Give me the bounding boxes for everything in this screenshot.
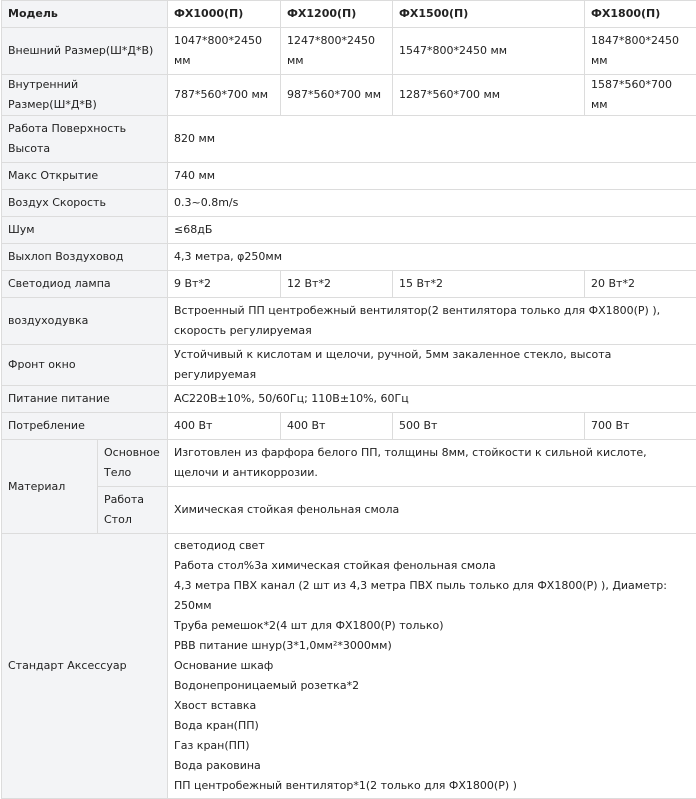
air-speed-value: 0.3~0.8m/s — [168, 190, 696, 217]
work-height-row — [2, 116, 696, 163]
accessory-item: PBB питание шнур(3*1,0мм²*3000мм) — [174, 636, 690, 656]
max-opening-value: 740 мм — [168, 163, 696, 190]
inner-size-value: 1287*560*700 мм — [393, 75, 585, 116]
material-table-label: Работа Стол — [98, 487, 168, 534]
outer-size-row — [2, 28, 696, 75]
consumption-value: 700 Вт — [585, 413, 696, 440]
material-table-row — [2, 487, 696, 534]
consumption-label: Потребление — [2, 413, 168, 440]
consumption-row — [2, 413, 696, 440]
material-label: Материал — [2, 440, 98, 534]
accessories-label: Стандарт Аксессуар — [2, 534, 168, 799]
power-supply-row — [2, 386, 696, 413]
accessories-list — [168, 534, 696, 799]
max-opening-label: Макс Открытие — [2, 163, 168, 190]
model-name: ФХ1000(П) — [168, 1, 281, 28]
led-lamp-label: Светодиод лампа — [2, 271, 168, 298]
accessory-item: Газ кран(ПП) — [174, 736, 690, 756]
air-speed-row — [2, 190, 696, 217]
material-body-value: Изготовлен из фарфора белого ПП, толщины 8мм, стойкости к сильной кислоте, щелочи и антикоррозии. — [168, 440, 696, 487]
exhaust-value: 4,3 метра, φ250мм — [168, 244, 696, 271]
noise-value: ≤68дБ — [168, 217, 696, 244]
accessory-item: Водонепроницаемый розетка*2 — [174, 676, 690, 696]
front-window-row — [2, 345, 696, 386]
model-header-label: Модель — [2, 1, 168, 28]
front-window-value: Устойчивый к кислотам и щелочи, ручной, 5мм закаленное стекло, высота регулируемая — [168, 345, 696, 386]
material-body-label: Основное Тело — [98, 440, 168, 487]
accessory-item: Труба ремешок*2(4 шт для ФХ1800(Р) только) — [174, 616, 690, 636]
exhaust-label: Выхлоп Воздуховод — [2, 244, 168, 271]
inner-size-label: Внутренний Размер(Ш*Д*В) — [2, 75, 168, 116]
accessory-item: Работа стол%3а химическая стойкая фенольная смола — [174, 556, 690, 576]
material-body-row — [2, 440, 696, 487]
air-speed-label: Воздух Скорость — [2, 190, 168, 217]
inner-size-value: 787*560*700 мм — [168, 75, 281, 116]
noise-row — [2, 217, 696, 244]
inner-size-value: 987*560*700 мм — [281, 75, 393, 116]
led-lamp-value: 9 Вт*2 — [168, 271, 281, 298]
accessory-item: Вода раковина — [174, 756, 690, 776]
accessory-item: Хвост вставка — [174, 696, 690, 716]
header-row — [2, 1, 696, 28]
accessory-item: светодиод свет — [174, 536, 690, 556]
led-lamp-row — [2, 271, 696, 298]
power-supply-label: Питание питание — [2, 386, 168, 413]
accessory-item: Основание шкаф — [174, 656, 690, 676]
front-window-label: Фронт окно — [2, 345, 168, 386]
work-height-label: Работа Поверхность Высота — [2, 116, 168, 163]
outer-size-value: 1247*800*2450 мм — [281, 28, 393, 75]
outer-size-label: Внешний Размер(Ш*Д*В) — [2, 28, 168, 75]
spec-table — [1, 0, 696, 799]
consumption-value: 400 Вт — [281, 413, 393, 440]
outer-size-value: 1547*800*2450 мм — [393, 28, 585, 75]
noise-label: Шум — [2, 217, 168, 244]
exhaust-row — [2, 244, 696, 271]
blower-row — [2, 298, 696, 345]
inner-size-row — [2, 75, 696, 116]
max-opening-row — [2, 163, 696, 190]
blower-label: воздуходувка — [2, 298, 168, 345]
model-name: ФХ1800(П) — [585, 1, 696, 28]
accessory-item: Вода кран(ПП) — [174, 716, 690, 736]
outer-size-value: 1847*800*2450 мм — [585, 28, 696, 75]
inner-size-value: 1587*560*700 мм — [585, 75, 696, 116]
material-table-value: Химическая стойкая фенольная смола — [168, 487, 696, 534]
power-supply-value: AC220В±10%, 50/60Гц; 110В±10%, 60Гц — [168, 386, 696, 413]
led-lamp-value: 15 Вт*2 — [393, 271, 585, 298]
accessory-item: ПП центробежный вентилятор*1(2 только для ФХ1800(Р) ) — [174, 776, 690, 796]
outer-size-value: 1047*800*2450 мм — [168, 28, 281, 75]
accessories-row — [2, 534, 696, 799]
led-lamp-value: 12 Вт*2 — [281, 271, 393, 298]
led-lamp-value: 20 Вт*2 — [585, 271, 696, 298]
blower-value: Встроенный ПП центробежный вентилятор(2 вентилятора только для ФХ1800(Р) ), скорость регулируемая — [168, 298, 696, 345]
consumption-value: 400 Вт — [168, 413, 281, 440]
consumption-value: 500 Вт — [393, 413, 585, 440]
work-height-value: 820 мм — [168, 116, 696, 163]
accessory-item: 4,3 метра ПВХ канал (2 шт из 4,3 метра ПВХ пыль только для ФХ1800(Р) ), Диаметр: 250мм — [174, 576, 690, 616]
model-name: ФХ1500(П) — [393, 1, 585, 28]
model-name: ФХ1200(П) — [281, 1, 393, 28]
